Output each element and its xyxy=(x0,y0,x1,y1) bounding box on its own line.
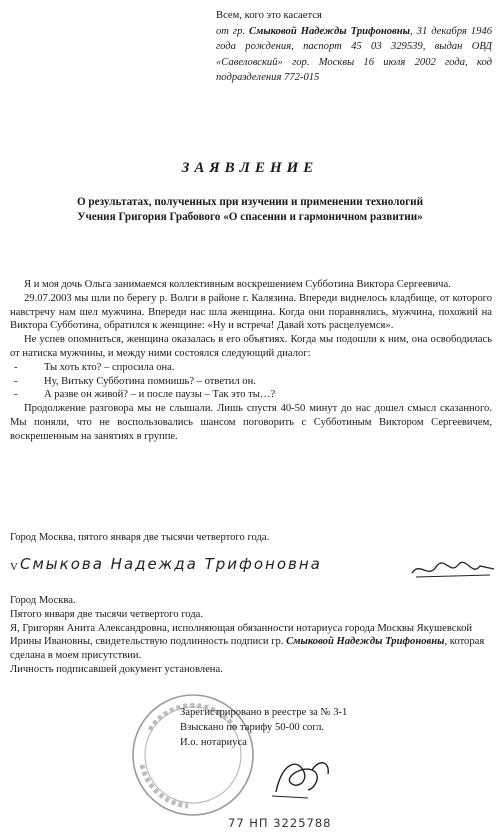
notary-identity: Личность подписавшей документ установлена. xyxy=(10,663,223,675)
acting-notary: И.о. нотариуса xyxy=(180,737,247,748)
paragraph-4: Продолжение разговора мы не слышали. Лишь спустя 40-50 минут до нас дошел смысл сказанного. Мы поняли, что не воспользовались шансом поговорить с Субботиным Виктором Сергеевичем, воскрешенным на занятиях в группе. xyxy=(10,403,492,442)
document-title: ЗАЯВЛЕНИЕ xyxy=(181,160,319,176)
registry-number: Зарегистрировано в реестре за № 3-1 xyxy=(180,707,348,718)
subtitle-line-2: Учения Григория Грабового «О спасении и гармоничном развитии» xyxy=(77,211,423,223)
paragraph-3: Не успев опомниться, женщина оказалась в его объятиях. Когда мы подошли к ним, она освободилась от натиска мужчины, и между ними состоялся следующий диалог: xyxy=(10,334,492,359)
applicant-details xyxy=(216,24,492,86)
signature-flourish-icon xyxy=(410,557,496,581)
paragraph-2: 29.07.2003 мы шли по берегу р. Волги в районе г. Калязина. Впереди виднелось кладбище, от которого навстречу нам шел мужчина. Впереди нас шла женщина. Когда они поравнялись, мужчина, похожий на Виктора Субботина, обратился к женщине: «Ну и встреча! Давай хоть расцелуемся». xyxy=(10,292,492,332)
subtitle-line-1: О результатах, полученных при изучении и применении технологий xyxy=(76,196,424,208)
place-date-line: Город Москва, пятого января две тысячи четвертого года. xyxy=(10,532,270,543)
applicant-prefix: от гр. xyxy=(216,25,249,37)
dialog-dash: - xyxy=(14,361,18,373)
notary-date: Пятого января две тысячи четвертого года. xyxy=(10,608,203,620)
notary-applicant-name: Смыковой Надежды Трифоновны xyxy=(286,636,445,648)
signature-mark: V xyxy=(10,561,18,573)
handwritten-signature: Смыкова Надежда Трифоновна xyxy=(20,555,322,573)
addressee-block xyxy=(216,8,492,86)
statement-body xyxy=(10,278,492,444)
serial-number: 77 НП 3225788 xyxy=(228,816,332,830)
applicant-signature xyxy=(10,555,498,581)
paragraph-1: Я и моя дочь Ольга занимаемся коллективным воскрешением Субботина Виктора Сергеевича. xyxy=(24,279,451,290)
notary-city: Город Москва. xyxy=(10,595,76,606)
notary-signature-icon xyxy=(268,752,338,802)
registry-fee: Взыскано по тарифу 50-00 согл. xyxy=(180,722,325,733)
dialog-dash: - xyxy=(14,389,18,401)
applicant-name: Смыковой Надежды Трифоновны xyxy=(249,25,411,37)
applicant-info: , 31 декабря 1946 года рождения, паспорт 45 03 329539, выдан ОВД «Савеловский» гор. Москвы 16 июля 2002 года, код подразделения 772-015 xyxy=(216,25,492,84)
notary-text: Я, Григорян Анита Александровна, исполняющая обязанности нотариуса города Москвы Якушевской Ирины Ивановны, свидетельствую подлинность подписи гр. Смыковой Надежды Трифоновны, которая сделана в моем присутствии. xyxy=(10,622,485,662)
dialog-line: - Ну, Витьку Субботина помнишь? – ответил он. xyxy=(14,375,256,387)
registry-block xyxy=(180,705,440,750)
addressee-line: Всем, кого это касается xyxy=(216,10,322,21)
dialog-dash: - xyxy=(14,375,18,387)
notary-certification xyxy=(10,594,494,677)
dialog-list xyxy=(10,361,492,402)
document-subtitle xyxy=(20,195,480,225)
dialog-line: - А разве он живой? – и после паузы – Так это ты…? xyxy=(14,389,276,401)
dialog-line: - Ты хоть кто? – спросила она. xyxy=(14,361,175,373)
